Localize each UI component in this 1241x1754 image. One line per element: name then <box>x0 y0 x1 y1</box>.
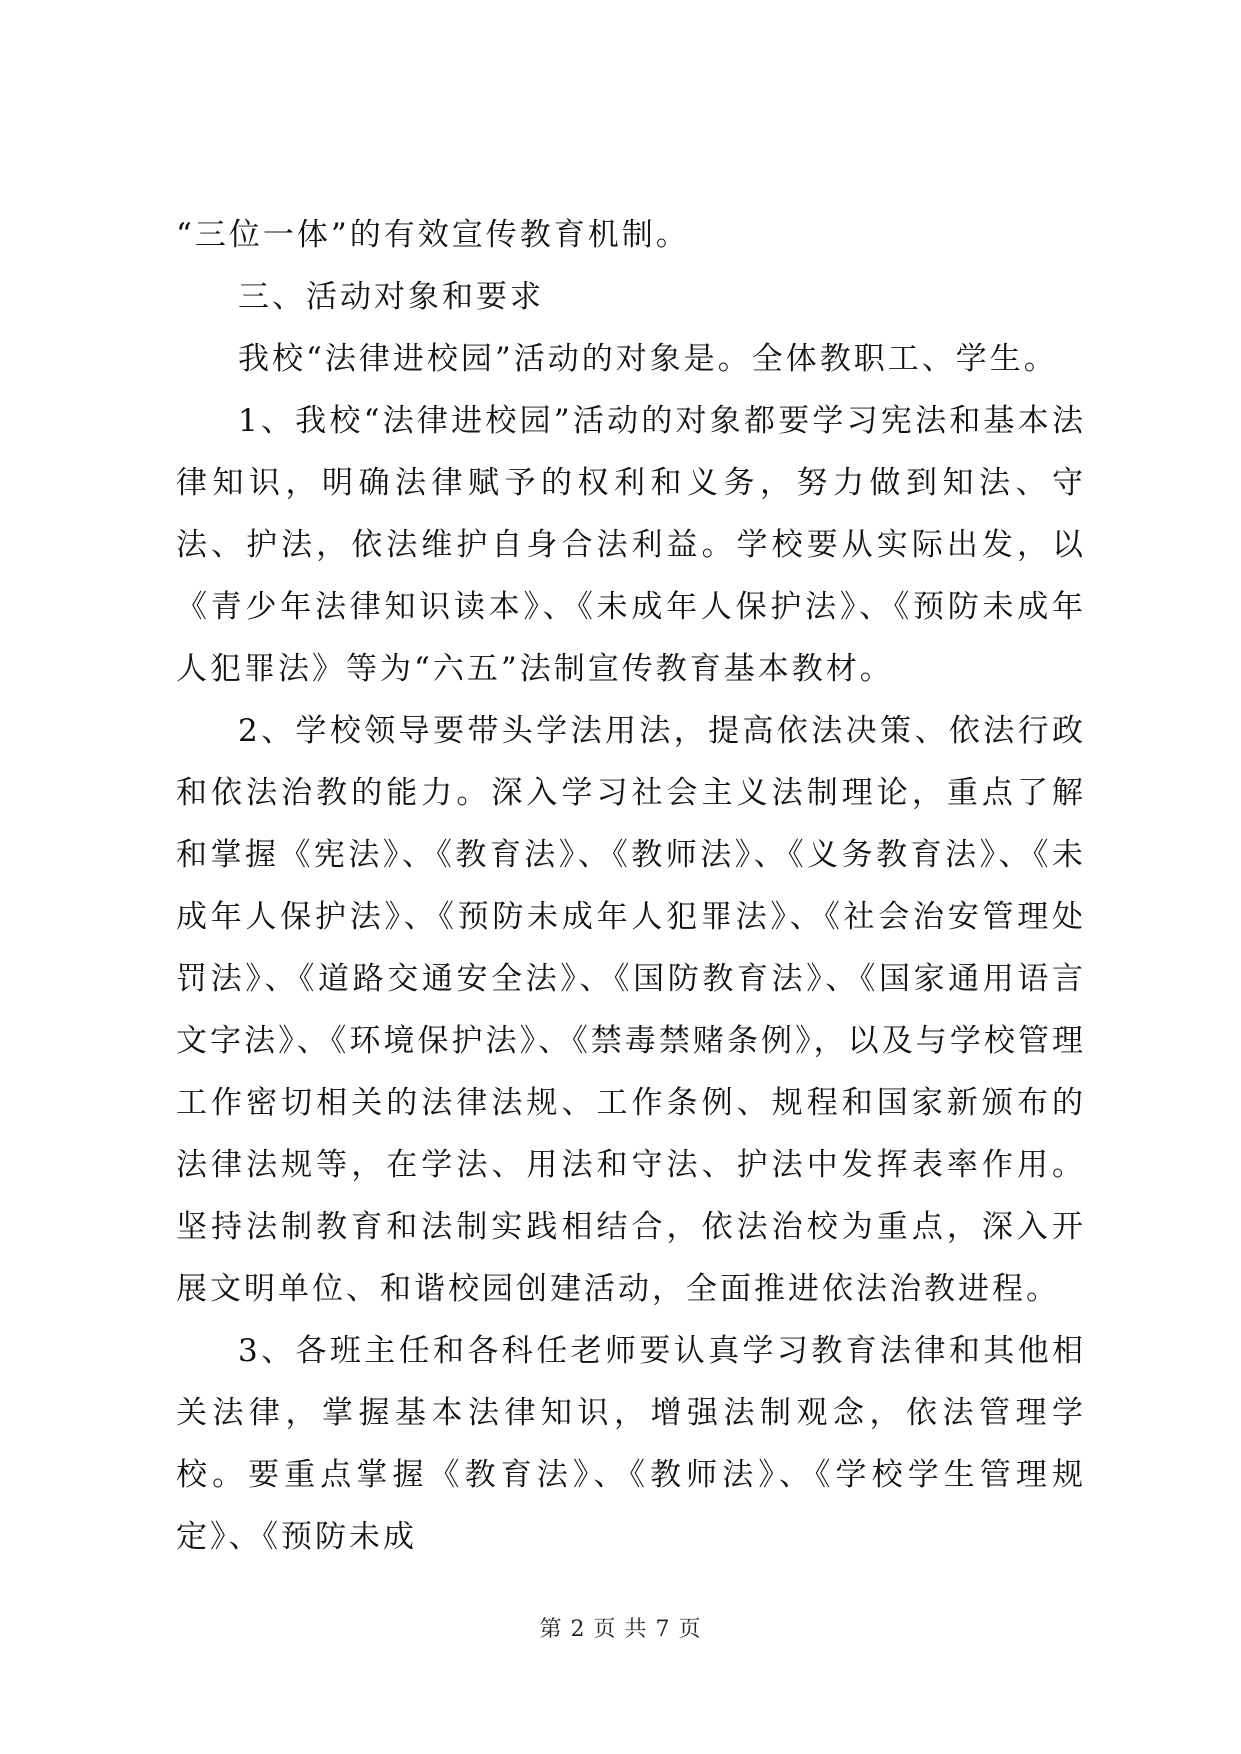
document-body <box>176 204 1086 1568</box>
paragraph-item-1: 1、我校“法律进校园”活动的对象都要学习宪法和基本法律知识，明确法律赋予的权利和义务，努力做到知法、守法、护法，依法维护自身合法利益。学校要从实际出发，以《青少年法律知识读本》、《未成年人保护法》、《预防未成年人犯罪法》等为“六五”法制宣传教育基本教材。 <box>176 403 1086 687</box>
paragraph-targets: 我校“法律进校园”活动的对象是。全体教职工、学生。 <box>238 341 1058 377</box>
section-heading: 三、活动对象和要求 <box>238 279 544 315</box>
paragraph-item-3: 3、各班主任和各科任老师要认真学习教育法律和其他相关法律，掌握基本法律知识，增强法制观念，依法管理学校。要重点掌握《教育法》、《教师法》、《学校学生管理规定》、《预防未成 <box>176 1333 1086 1555</box>
page-number-footer: 第 2 页 共 7 页 <box>539 1617 702 1642</box>
paragraph-item-2: 2、学校领导要带头学法用法，提高依法决策、依法行政和依法治教的能力。深入学习社会主义法制理论，重点了解和掌握《宪法》、《教育法》、《教师法》、《义务教育法》、《未成年人保护法》、《预防未成年人犯罪法》、《社会治安管理处罚法》、《道路交通安全法》、《国防教育法》、《国家通用语言文字法》、《环境保护法》、《禁毒禁赌条例》，以及与学校管理工作密切相关的法律法规、工作条例、规程和国家新颁布的法律法规等，在学法、用法和守法、护法中发挥表率作用。坚持法制教育和法制实践相结合，依法治校为重点，深入开展文明单位、和谐校园创建活动，全面推进依法治教进程。 <box>176 713 1086 1307</box>
paragraph-continuation: “三位一体”的有效宣传教育机制。 <box>176 217 690 253</box>
